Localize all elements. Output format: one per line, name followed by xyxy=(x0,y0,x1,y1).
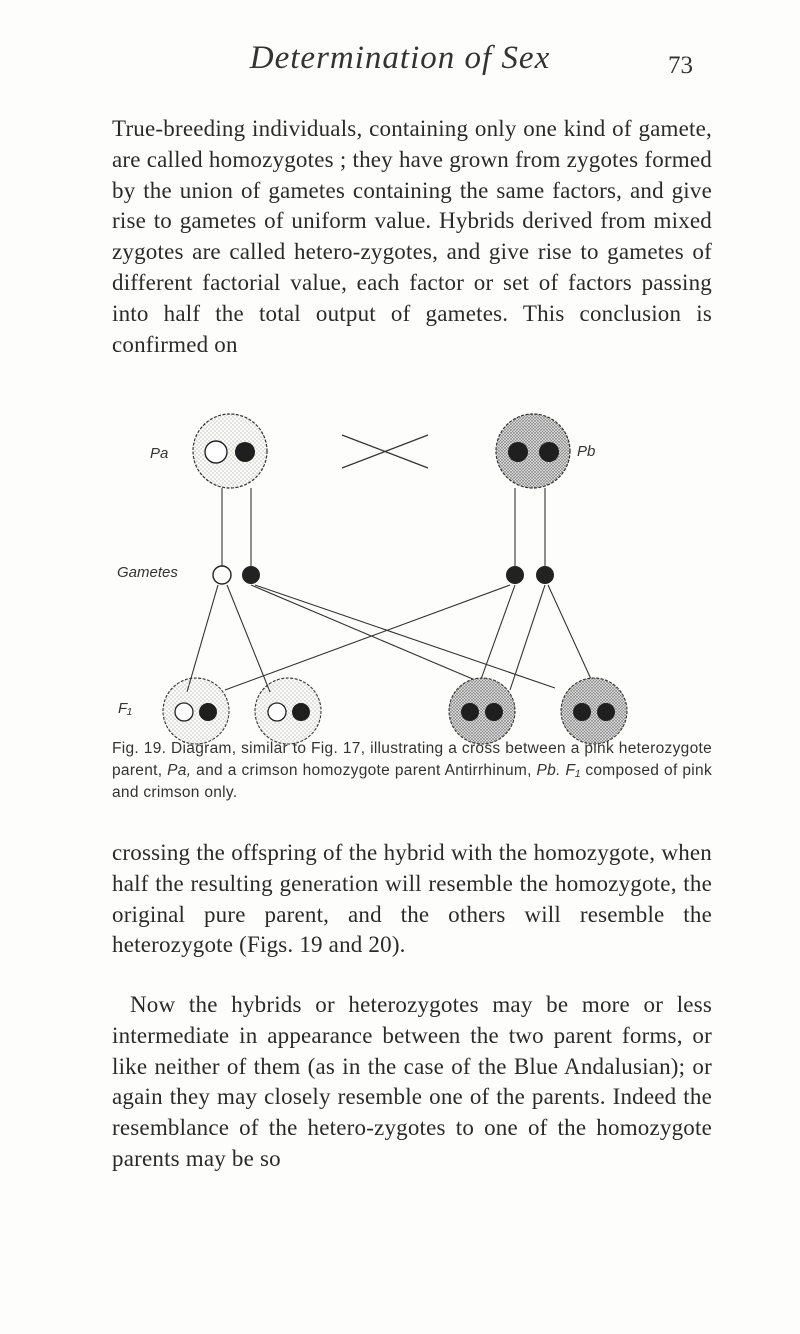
caption-pa: Pa, xyxy=(167,762,192,779)
label-f1: F₁ xyxy=(118,700,132,717)
body-paragraph-1: True-breeding individuals, containing only one kind of gamete, are called homozygotes ; they have grown from zygotes formed by the union of gametes containing the same factors, and give rise to gametes of uniform value. Hybrids derived from mixed zygotes are called hetero-zygotes, and give rise to gametes of different factorial value, each factor or set of factors passing into half the total output of gametes. This conclusion is confirmed on xyxy=(112,116,712,357)
caption-text-3: composed of pink and crimson only. xyxy=(112,762,713,801)
cross-lines xyxy=(187,585,596,692)
page-number: 73 xyxy=(668,52,693,79)
parent-pa xyxy=(193,414,267,488)
f1-offspring-4 xyxy=(561,678,627,744)
cross-symbol xyxy=(342,435,428,468)
caption-fig-label: Fig. 19. xyxy=(112,740,167,757)
label-pb: Pb xyxy=(577,443,596,460)
caption-pb: Pb. xyxy=(536,762,561,779)
parent-gamete-lines xyxy=(222,488,545,566)
f1-offspring-1 xyxy=(163,678,229,744)
figure-caption xyxy=(112,738,712,804)
caption-text-1: Diagram, similar to Fig. 17, illustrating a cross between a pink heterozygote parent, xyxy=(112,740,713,779)
body-paragraph-2: crossing the offspring of the hybrid with the homozygote, when half the resulting generation will resemble the homozygote, the original pure parent, and the others will resemble the heterozygote (Figs. 19 and 20). xyxy=(112,840,712,958)
f1-offspring-3 xyxy=(449,678,515,744)
label-gametes: Gametes xyxy=(117,564,178,581)
label-pa: Pa xyxy=(150,445,169,462)
f1-offspring-2 xyxy=(255,678,321,744)
caption-f1: F₁ xyxy=(565,762,581,779)
parent-pb xyxy=(496,414,570,488)
running-title: Determination of Sex xyxy=(249,40,551,76)
gametes-row xyxy=(213,566,554,584)
body-paragraph-3: Now the hybrids or heterozygotes may be more or less intermediate in appearance between the two parent forms, or like neither of them (as in the case of the Blue Andalusian); or again they may closely resemble one of the parents. Indeed the resemblance of the hetero-zygotes to one of the homozygote parents may be so xyxy=(112,992,712,1171)
caption-text-2: and a crimson homozygote parent Antirrhinum, xyxy=(196,762,532,779)
